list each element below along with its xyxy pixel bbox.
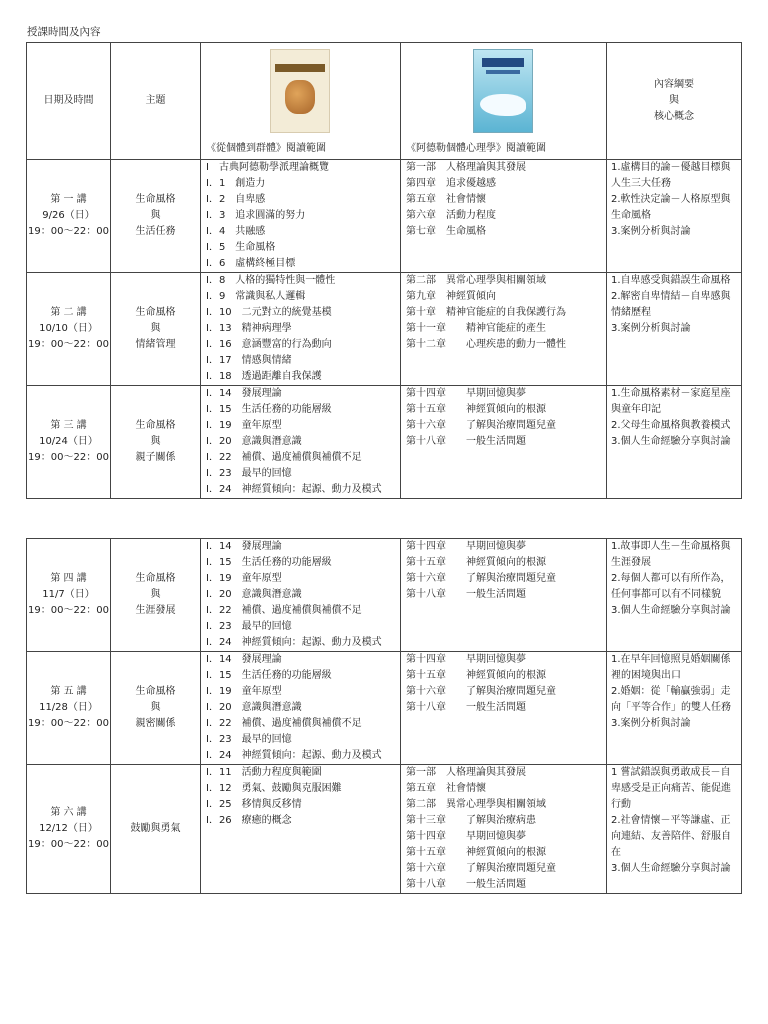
book1-chapter: I．16 意涵豐富的行為動向 — [206, 339, 332, 350]
theme-line: 親密關係 — [135, 718, 176, 729]
theme-line: 親子關係 — [135, 452, 176, 463]
book2-chapter: 第九章 神經質傾向 — [406, 291, 496, 302]
theme-line: 情緒管理 — [135, 339, 176, 350]
theme-line: 與 — [150, 210, 161, 221]
concept-item: 1.生命風格素材－家庭星座與童年印記 — [611, 388, 731, 415]
header-book2: 《阿德勒個體心理學》閱讀範圍 — [401, 43, 607, 160]
concepts-cell — [607, 273, 742, 386]
concept-item: 1.在早年回憶照見婚姻關係裡的困境與出口 — [611, 654, 731, 681]
book1-chapter: I．5 生命風格 — [206, 242, 276, 253]
book2-chapters-cell — [401, 273, 607, 386]
concept-item: 3.個人生命經驗分享與討論 — [611, 436, 731, 447]
concept-item: 2.父母生命風格與教養模式 — [611, 420, 731, 431]
lecture-number: 第 六 講 — [50, 807, 87, 818]
book2-chapter: 第十六章 了解與治療問題兒童 — [406, 686, 556, 697]
concept-item: 2.解密自卑情結－自卑感與情緒歷程 — [611, 291, 731, 318]
theme-line: 與 — [150, 436, 161, 447]
book1-chapter: I．8 人格的獨特性與一體性 — [206, 275, 336, 286]
concepts-cell — [607, 765, 742, 894]
book1-chapter: I．13 精神病理學 — [206, 323, 292, 334]
book2-chapter: 第十五章 神經質傾向的根源 — [406, 404, 546, 415]
lecture-number: 第 五 講 — [50, 686, 87, 697]
book1-chapter: I．25 移情與反移情 — [206, 799, 302, 810]
book2-chapter: 第十六章 了解與治療問題兒童 — [406, 420, 556, 431]
document-title: 授課時間及內容 — [27, 26, 101, 38]
lecture-theme-cell — [111, 652, 201, 765]
lecture-number: 第 一 講 — [50, 194, 87, 205]
book1-chapters-cell — [201, 652, 401, 765]
lecture-theme-cell — [111, 539, 201, 652]
header-row — [27, 43, 742, 160]
book1-chapter: I．22 補償、過度補償與補償不足 — [206, 452, 362, 463]
lecture-date-cell — [27, 765, 111, 894]
book1-chapter: I．1 創造力 — [206, 178, 266, 189]
lecture-time: 19：00～22：00 — [28, 839, 109, 850]
lecture-row — [27, 386, 742, 499]
lecture-date-cell — [27, 386, 111, 499]
lecture-time: 19：00～22：00 — [28, 452, 109, 463]
book1-chapter: I．23 最早的回憶 — [206, 621, 292, 632]
book2-chapter: 第十二章 心理疾患的動力一體性 — [406, 339, 566, 350]
lecture-number: 第 二 講 — [50, 307, 87, 318]
book1-chapter: I．14 發展理論 — [206, 541, 282, 552]
book1-chapter: I．11 活動力程度與範圍 — [206, 767, 322, 778]
book2-chapter: 第四章 追求優越感 — [406, 178, 496, 189]
book1-chapter: I．9 常識與私人邏輯 — [206, 291, 306, 302]
book2-chapter: 第十四章 早期回憶與夢 — [406, 654, 526, 665]
book2-chapter: 第十八章 一般生活問題 — [406, 589, 526, 600]
lecture-date-cell — [27, 539, 111, 652]
lecture-theme-cell — [111, 160, 201, 273]
concept-item: 1.自卑感受與錯誤生命風格 — [611, 275, 731, 286]
book1-chapter: I．20 意識與潛意識 — [206, 589, 302, 600]
header-theme: 主題 — [111, 43, 201, 160]
concept-item: 2.社會情懷－平等謙虛、正向連結、友善陪伴、舒服自在 — [611, 815, 731, 858]
lecture-row — [27, 765, 742, 894]
book1-cover-image — [270, 49, 330, 133]
book2-chapter: 第十五章 神經質傾向的根源 — [406, 847, 546, 858]
lecture-time: 19：00～22：00 — [28, 718, 109, 729]
book2-chapters-cell — [401, 539, 607, 652]
book2-chapter: 第七章 生命風格 — [406, 226, 486, 237]
book1-chapters-cell — [201, 273, 401, 386]
concepts-cell — [607, 386, 742, 499]
book1-chapter: I．24 神經質傾向：起源、動力及模式 — [206, 484, 382, 495]
theme-line: 生命風格 — [135, 686, 176, 697]
book2-chapter: 第十六章 了解與治療問題兒童 — [406, 573, 556, 584]
theme-line: 生命風格 — [135, 420, 176, 431]
theme-line: 與 — [150, 323, 161, 334]
theme-line: 生涯發展 — [135, 605, 176, 616]
book2-chapters-cell — [401, 765, 607, 894]
book1-chapter: I．19 童年原型 — [206, 573, 282, 584]
lecture-theme-cell — [111, 273, 201, 386]
lecture-row — [27, 273, 742, 386]
book1-chapters-cell — [201, 160, 401, 273]
book2-chapter: 第二部 異常心理學與相關領域 — [406, 799, 546, 810]
concepts-cell — [607, 160, 742, 273]
lecture-date: 12/12（日） — [39, 823, 98, 834]
book1-chapters-cell — [201, 765, 401, 894]
concept-item: 1.虛構目的論－優越目標與人生三大任務 — [611, 162, 731, 189]
concept-item: 1.故事即人生－生命風格與生涯發展 — [611, 541, 731, 568]
book2-chapters-cell — [401, 652, 607, 765]
book1-chapter: I．15 生活任務的功能層級 — [206, 670, 332, 681]
theme-line: 生活任務 — [135, 226, 176, 237]
concept-item: 2.婚姻：從「輸贏強弱」走向「平等合作」的雙人任務 — [611, 686, 731, 713]
book2-chapter: 第一部 人格理論與其發展 — [406, 767, 526, 778]
lecture-date: 9/26（日） — [42, 210, 95, 221]
lecture-time: 19：00～22：00 — [28, 226, 109, 237]
book1-chapters-cell — [201, 539, 401, 652]
book2-chapter: 第十章 精神官能症的自我保護行為 — [406, 307, 566, 318]
theme-line: 與 — [150, 589, 161, 600]
concept-item: 3.個人生命經驗分享與討論 — [611, 605, 731, 616]
lecture-row — [27, 652, 742, 765]
book1-chapter: I 古典阿德勒學派理論概覽 — [206, 162, 329, 173]
book2-chapter: 第十一章 精神官能症的產生 — [406, 323, 546, 334]
book2-chapter: 第十四章 早期回憶與夢 — [406, 831, 526, 842]
book2-chapter: 第十四章 早期回憶與夢 — [406, 541, 526, 552]
book2-chapter: 第十八章 一般生活問題 — [406, 436, 526, 447]
book2-chapter: 第六章 活動力程度 — [406, 210, 496, 221]
book2-chapter: 第十八章 一般生活問題 — [406, 879, 526, 890]
lecture-number: 第 三 講 — [50, 420, 87, 431]
lecture-row — [27, 539, 742, 652]
book1-chapter: I．4 共融感 — [206, 226, 266, 237]
book1-chapter: I．20 意識與潛意識 — [206, 436, 302, 447]
lecture-time: 19：00～22：00 — [28, 339, 109, 350]
book2-chapter: 第五章 社會情懷 — [406, 194, 486, 205]
book1-chapter: I．2 自卑感 — [206, 194, 266, 205]
book2-chapters-cell — [401, 160, 607, 273]
lecture-date: 11/7（日） — [42, 589, 95, 600]
theme-line: 生命風格 — [135, 573, 176, 584]
concepts-cell — [607, 539, 742, 652]
book1-chapter: I．22 補償、過度補償與補償不足 — [206, 605, 362, 616]
header-book1: 《從個體到群體》閱讀範圍 — [201, 43, 401, 160]
book1-chapter: I．19 童年原型 — [206, 420, 282, 431]
book1-chapter: I．24 神經質傾向：起源、動力及模式 — [206, 637, 382, 648]
concept-item: 2.每個人都可以有所作為，任何事都可以有不同樣貌 — [611, 573, 731, 600]
book1-chapter: I．23 最早的回憶 — [206, 734, 292, 745]
book1-chapter: I．14 發展理論 — [206, 388, 282, 399]
lecture-theme-cell — [111, 765, 201, 894]
theme-line: 鼓勵與勇氣 — [130, 823, 181, 834]
book1-chapter: I．15 生活任務的功能層級 — [206, 557, 332, 568]
book1-chapter: I．18 透過距離自我保護 — [206, 371, 322, 382]
lecture-number: 第 四 講 — [50, 573, 87, 584]
theme-line: 生命風格 — [135, 194, 176, 205]
book1-chapter: I．12 勇氣、鼓勵與克服困難 — [206, 783, 342, 794]
book1-chapter: I．14 發展理論 — [206, 654, 282, 665]
schedule-table-1 — [26, 42, 742, 499]
concepts-cell — [607, 652, 742, 765]
book2-chapter: 第十五章 神經質傾向的根源 — [406, 557, 546, 568]
book2-chapter: 第十四章 早期回憶與夢 — [406, 388, 526, 399]
book2-cover-image — [473, 49, 533, 133]
concept-item: 3.個人生命經驗分享與討論 — [611, 863, 731, 874]
lecture-row — [27, 160, 742, 273]
book1-chapter: I．10 二元對立的統覺基模 — [206, 307, 332, 318]
lecture-date: 10/24（日） — [39, 436, 98, 447]
book1-chapter: I．17 情感與情緒 — [206, 355, 292, 366]
book1-chapter: I．20 意識與潛意識 — [206, 702, 302, 713]
book1-chapter: I．26 療癒的概念 — [206, 815, 292, 826]
theme-line: 生命風格 — [135, 307, 176, 318]
book2-chapters-cell — [401, 386, 607, 499]
concept-item: 2.軟性決定論－人格原型與生命風格 — [611, 194, 731, 221]
book1-chapter: I．19 童年原型 — [206, 686, 282, 697]
lecture-date-cell — [27, 652, 111, 765]
concept-item: 1 嘗試錯誤與勇敢成長－自卑感受是正向痛苦、能促進行動 — [611, 767, 731, 810]
header-date-time: 日期及時間 — [27, 43, 111, 160]
book1-chapter: I．22 補償、過度補償與補償不足 — [206, 718, 362, 729]
book1-chapter: I．6 虛構終極目標 — [206, 258, 296, 269]
book2-chapter: 第五章 社會情懷 — [406, 783, 486, 794]
book1-chapter: I．15 生活任務的功能層級 — [206, 404, 332, 415]
concept-item: 3.案例分析與討論 — [611, 323, 691, 334]
concept-item: 3.案例分析與討論 — [611, 718, 691, 729]
theme-line: 與 — [150, 702, 161, 713]
book1-chapter: I．23 最早的回憶 — [206, 468, 292, 479]
schedule-table-2 — [26, 538, 742, 894]
book2-chapter: 第十六章 了解與治療問題兒童 — [406, 863, 556, 874]
lecture-date-cell — [27, 160, 111, 273]
lecture-date-cell — [27, 273, 111, 386]
book1-chapter: I．24 神經質傾向：起源、動力及模式 — [206, 750, 382, 761]
book1-chapter: I．3 追求圓滿的努力 — [206, 210, 306, 221]
lecture-theme-cell — [111, 386, 201, 499]
lecture-date: 11/28（日） — [39, 702, 98, 713]
lecture-time: 19：00～22：00 — [28, 605, 109, 616]
book2-chapter: 第十三章 了解與治療病患 — [406, 815, 536, 826]
book2-chapter: 第一部 人格理論與其發展 — [406, 162, 526, 173]
concept-item: 3.案例分析與討論 — [611, 226, 691, 237]
header-outline: 內容綱要 與 核心概念 — [607, 43, 742, 160]
book2-chapter: 第二部 異常心理學與相關領域 — [406, 275, 546, 286]
lecture-date: 10/10（日） — [39, 323, 98, 334]
book1-chapters-cell — [201, 386, 401, 499]
book2-chapter: 第十五章 神經質傾向的根源 — [406, 670, 546, 681]
book2-chapter: 第十八章 一般生活問題 — [406, 702, 526, 713]
